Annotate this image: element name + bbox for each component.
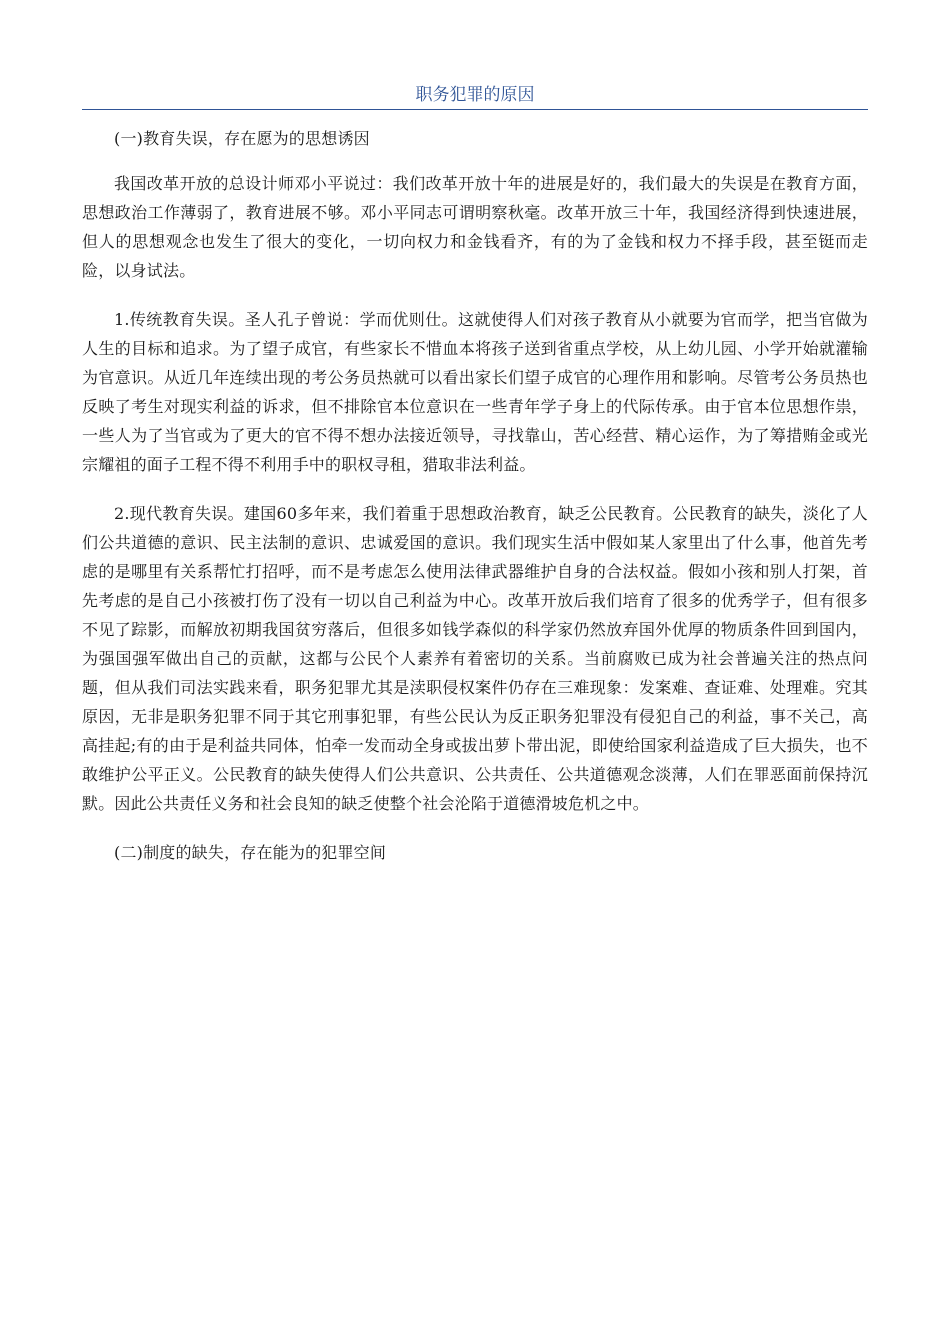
header-divider [82, 109, 868, 110]
section-heading-2: (二)制度的缺失，存在能为的犯罪空间 [114, 843, 387, 862]
section-heading-1: (一)教育失误，存在愿为的思想诱因 [114, 129, 370, 148]
page-header-title: 职务犯罪的原因 [415, 85, 535, 105]
paragraph-traditional-education: 1.传统教育失误。圣人孔子曾说：学而优则仕。这就使得人们对孩子教育从小就要为官而学，把当官做为人生的目标和追求。为了望子成官，有些家长不惜血本将孩子送到省重点学校，从上幼儿园、小学开始就灌输为官意识。从近几年连续出现的考公务员热就可以看出家长们望子成官的心理作用和影响。尽管考公务员热也反映了考生对现实利益的诉求，但不排除官本位意识在一些青年学子身上的代际传承。由于官本位思想作祟，一些人为了当官或为了更大的官不得不想办法接近领导，寻找靠山，苦心经营、精心运作，为了筹措贿金或光宗耀祖的面子工程不得不利用手中的职权寻租，猎取非法利益。 [82, 310, 868, 474]
paragraph-modern-education: 2.现代教育失误。建国60多年来，我们着重于思想政治教育，缺乏公民教育。公民教育的缺失，淡化了人们公共道德的意识、民主法制的意识、忠诚爱国的意识。我们现实生活中假如某人家里出了什么事，他首先考虑的是哪里有关系帮忙打招呼，而不是考虑怎么使用法律武器维护自身的合法权益。假如小孩和别人打架，首先考虑的是自己小孩被打伤了没有一切以自己利益为中心。改革开放后我们培育了很多的优秀学子，但有很多不见了踪影，而解放初期我国贫穷落后，但很多如钱学森似的科学家仍然放弃国外优厚的物质条件回到国内，为强国强军做出自己的贡献，这都与公民个人素养有着密切的关系。当前腐败已成为社会普遍关注的热点问题，但从我们司法实践来看，职务犯罪尤其是渎职侵权案件仍存在三难现象：发案难、查证难、处理难。究其原因，无非是职务犯罪不同于其它刑事犯罪，有些公民认为反正职务犯罪没有侵犯自己的利益，事不关己，高高挂起;有的由于是利益共同体，怕牵一发而动全身或拔出萝卜带出泥，即使给国家利益造成了巨大损失，也不敢维护公平正义。公民教育的缺失使得人们公共意识、公共责任、公共道德观念淡薄，人们在罪恶面前保持沉默。因此公共责任义务和社会良知的缺乏使整个社会沦陷于道德滑坡危机之中。 [82, 504, 868, 813]
document-body [82, 124, 868, 883]
paragraph-intro: 我国改革开放的总设计师邓小平说过：我们改革开放十年的进展是好的，我们最大的失误是在教育方面，思想政治工作薄弱了，教育进展不够。邓小平同志可谓明察秋毫。改革开放三十年，我国经济得到快速进展，但人的思想观念也发生了很大的变化，一切向权力和金钱看齐，有的为了金钱和权力不择手段，甚至铤而走险，以身试法。 [82, 174, 868, 280]
